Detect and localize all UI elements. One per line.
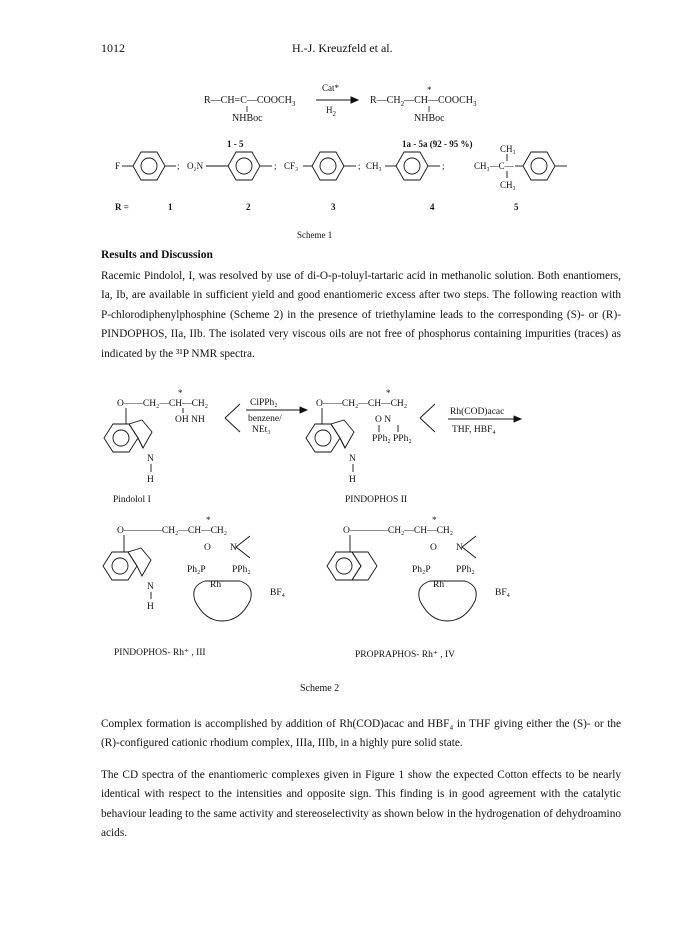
body-paragraph-2: The CD spectra of the enantiomeric complexes given in Figure 1 show the expected Cotton effects to be nearly identical with respect to the intensities and opposite sign. This finding is in good agreement with the catalytic behaviour leading to the same activity and stereoselectivity as shown below in the hydrogenation of dehydroamino acids. [101,769,621,840]
svg-text:;: ; [177,161,180,171]
s2-h2: H [349,475,356,485]
s2-reagent-clpph2: ClPPh₂ [250,398,278,408]
s1-sub-o2n: O₂N [187,161,204,171]
s2-n3: N [147,582,154,592]
s2-o-n: O N [375,415,392,425]
s2-complex4-label: PROPRAPHOS- Rh⁺ , IV [355,650,456,660]
s1-sub-tbu-bottom: CH₃ [500,180,516,190]
s1-reagent-h2: $H_2$ [326,105,336,118]
results-paragraph: Racemic Pindolol, I, was resolved by use of di-O-p-toluyl-tartaric acid in methanolic solution. Both enantiomers, Ia, Ib, are available in sufficient yield and good enantiomeric excess after two steps. The following reaction with P-chlorodiphenylphosphine (Scheme 2) in the presence of triethylamine leads to the corresponding (S)- or (R)-PINDOPHOS, IIa, IIb. The isolated very viscous oils are not free of phosphorus containing impurities (traces) as indicated by the ³¹P NMR spectra. [101,270,621,360]
scheme-2-caption: Scheme 2 [300,683,340,694]
svg-text:;: ; [442,161,445,171]
s2-pindolol-label: Pindolol I [113,495,151,505]
s2-c3-pph2: PPh₂ [232,565,251,575]
scheme-1-caption: Scheme 1 [297,230,333,240]
s2-c3-rh: Rh [210,580,222,590]
s1-reactant-line: $R—CH=C—COOCH_3$ [204,95,296,108]
s2-c4-bf4: BF₄ [495,588,510,598]
s1-sub-tbu-mid: CH₃—C— [474,161,514,171]
page-number: 1012 [101,41,125,55]
s2-h3: H [147,602,154,612]
s1-num-2: 2 [246,202,251,212]
s1-num-5: 5 [514,202,519,212]
s2-reagent-net3: NEt₃ [252,425,271,435]
s2-c4-ph2p: Ph₂P [412,565,431,575]
s2-c4-rh: Rh [433,580,445,590]
svg-text:*: * [206,515,211,525]
s2-complex4-chain: O————CH₂—CH—CH₂ [343,526,454,536]
s2-oh-nh: OH NH [175,415,205,425]
s1-sub-tbu-top: CH₃ [500,144,516,154]
s1-sub-ch3: CH₃ [366,161,382,171]
s2-c3-ph2p: Ph₂P [187,565,206,575]
s2-pindolol-chain: O——CH₂—CH—CH₂ [117,399,209,409]
s1-reagent-cat: Cat* [322,83,339,93]
svg-text:*: * [386,388,391,398]
s2-reagent-benzene: benzene/ [248,414,282,424]
svg-text:O: O [204,543,211,553]
s1-r-label: R = [115,202,129,212]
s2-complex3-chain: O————CH₂—CH—CH₂ [117,526,228,536]
svg-text:N: N [456,543,463,553]
s1-sub-f: F [115,161,121,171]
results-heading: Results and Discussion [101,249,213,261]
s1-product-label: 1a - 5a (92 - 95 %) [402,139,473,149]
s2-complex3-label: PINDOPHOS- Rh⁺ , III [114,648,206,658]
s2-c3-bf4: BF₄ [270,588,285,598]
svg-text:N: N [230,543,237,553]
s2-h1: H [147,475,154,485]
s2-pindophos-chain: O——CH₂—CH—CH₂ [316,399,408,409]
s1-product-nhboc: NHBoc [414,113,445,124]
s2-n1: N [147,454,154,464]
svg-text:*: * [178,388,183,398]
s2-pph2-pair: PPh₂ PPh₂ [372,434,412,444]
svg-text:;: ; [358,161,361,171]
s2-reagent-rh: Rh(COD)acac [450,407,505,417]
body-paragraph-1: Complex formation is accomplished by addition of Rh(COD)acac and HBF₄ in THF giving either the (S)- or the (R)-configured cationic rhodium complex, IIIa, IIIb, in a highly pure solid state. [101,718,621,750]
scheme-1 [0,0,692,240]
s1-product-line: $R—CH_2—CH—COOCH_3$ [370,95,477,108]
svg-text:*: * [432,515,437,525]
s1-num-3: 3 [331,202,336,212]
s1-stereo-star: * [427,85,432,95]
s1-reactant-label: 1 - 5 [227,139,244,149]
s2-reagent-thf: THF, HBF₄ [452,425,496,435]
s2-pindophos-label: PINDOPHOS II [345,495,408,505]
s1-sub-cf3: CF₃ [284,161,299,171]
svg-text:O: O [430,543,437,553]
s2-n2: N [349,454,356,464]
s1-num-1: 1 [168,202,173,212]
running-head: H.-J. Kreuzfeld et al. [292,41,393,55]
svg-text:;: ; [274,161,277,171]
s1-num-4: 4 [430,202,435,212]
s2-c4-pph2: PPh₂ [456,565,475,575]
s1-reactant-nhboc: NHBoc [232,113,263,124]
scheme-2 [0,376,692,706]
